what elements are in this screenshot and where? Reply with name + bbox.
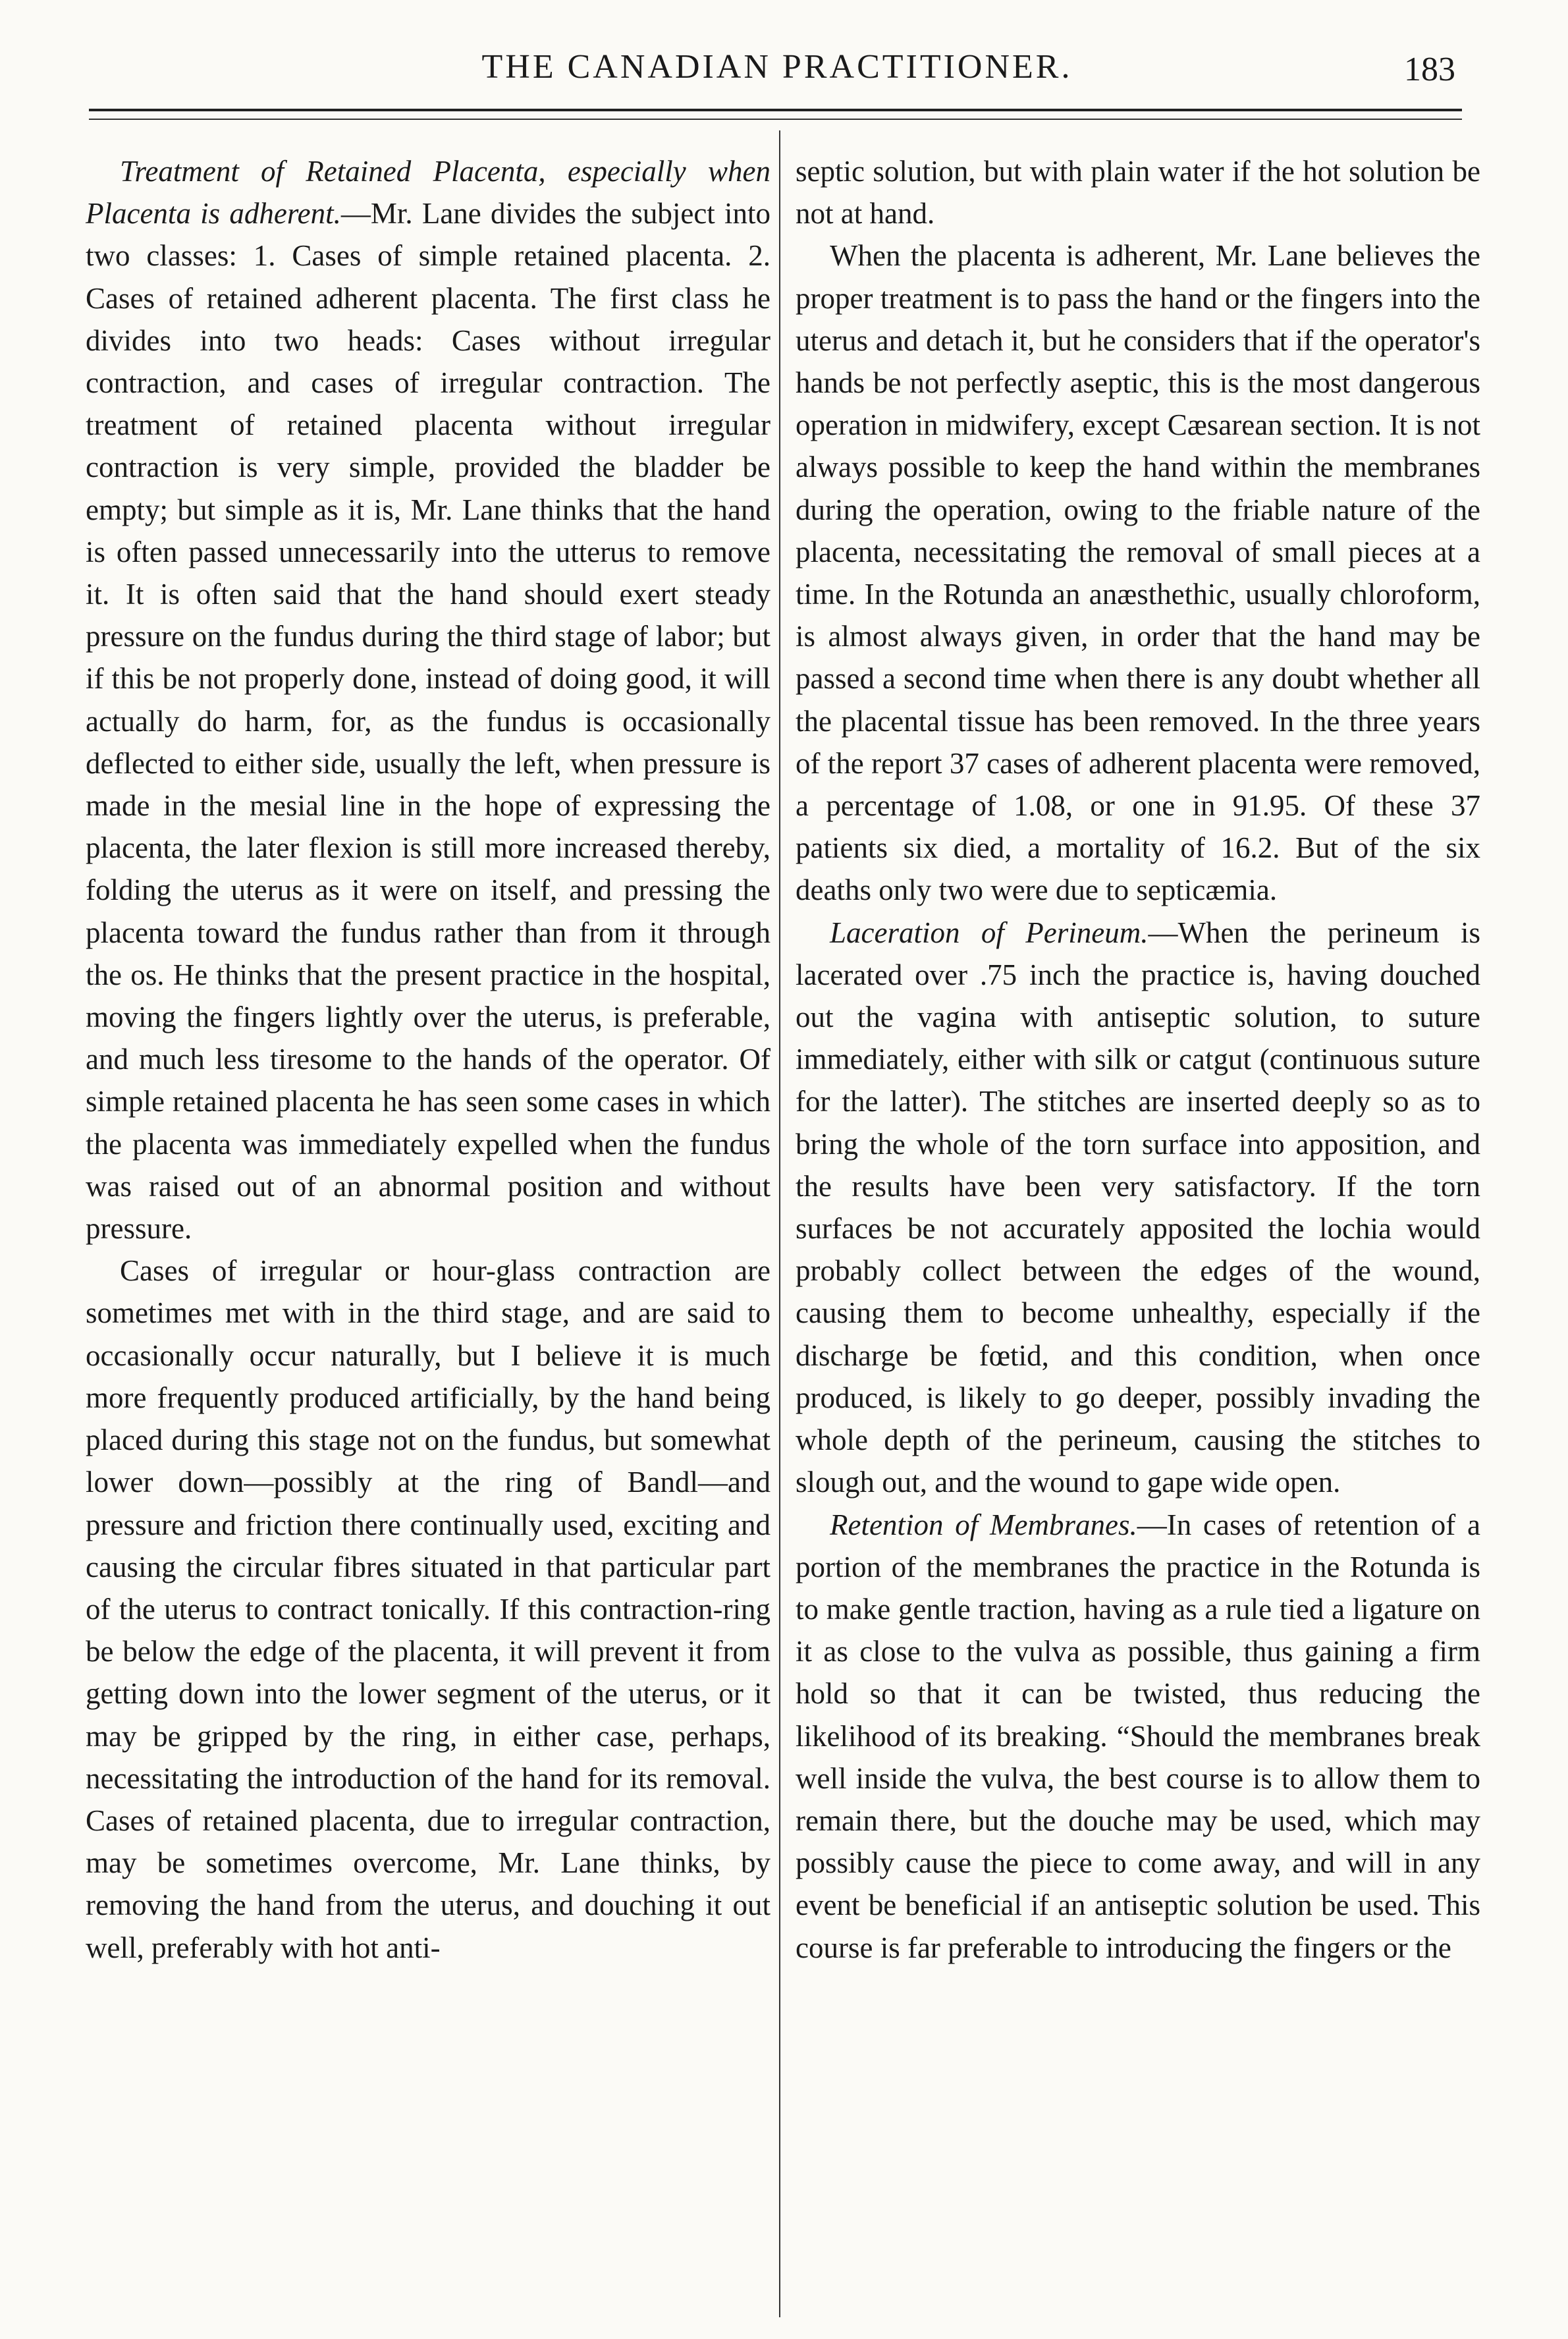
paragraph-irregular-contraction — [86, 1250, 770, 1968]
paragraph-text: When the placenta is adherent, Mr. Lane believes the proper treatment is to pass the hand or the fingers into the uterus and detach it, but he considers that if the operator's hands be not perfectly aseptic, this is the most dangerous operation in midwifery, except Cæsarean section. It is not always possible to keep the hand within the membranes during the operation, owing to the friable nature of the placenta, necessitating the removal of small pieces at a time. In the Rotunda an anæsthethic, usually chloroform, is almost always given, in order that the hand may be passed a second time when there is any doubt whether all the placental tissue has been removed. In the three years of the report 37 cases of adherent placenta were removed, a percentage of 1.08, or one in 91.95. Of these 37 patients six died, a mortality of 16.2. But of the six deaths only two were due to septicæmia. — [796, 239, 1480, 907]
paragraph-text: —Mr. Lane divides the subject into two classes: 1. Cases of simple retained placenta. 2. Cases of retained adherent placenta. The first class he divides into two heads: Cases without irregular contraction, and cases of irregular contraction. The treatment of retained placenta without irregular contraction is very simple, provided the bladder be empty; but simple as it is, Mr. Lane thinks that the hand is often passed unnecessarily into the utterus to remove it. It is often said that the hand should exert steady pressure on the fundus during the third stage of labor; but if this be not properly done, instead of doing good, it will actually do harm, for, as the fundus is occasionally deflected to either side, usually the left, when pressure is made in the mesial line in the hope of expressing the placenta, the later flexion is still more increased thereby, folding the uterus as it were on itself, and pressing the placenta toward the fundus rather than from it through the os. He thinks that the present practice in the hospital, moving the fingers lightly over the uterus, is preferable, and much less tiresome to the hands of the operator. Of simple retained placenta he has seen some cases in which the placenta was immediately expelled when the fundus was raised out of an abnormal position and without pressure. — [86, 197, 770, 1246]
journal-title: THE CANADIAN PRACTITIONER. — [481, 48, 1073, 86]
paragraph-text: —In cases of retention of a portion of the membranes the practice in the Rotunda is to make gentle traction, having as a rule tied a ligature on it as close to the vulva as possible, thus gaining a firm hold so that it can be twisted, thus reducing the likelihood of its breaking. “Should the membranes break well inside the vulva, the best course is to allow them to remain there, but the douche may be used, which may possibly cause the piece to come away, and will in any event be beneficial if an antiseptic solution be used. This course is far preferable to introducing the fingers or the — [796, 1508, 1480, 1964]
header-rule-thick — [89, 109, 1462, 111]
paragraph-retention-membranes — [796, 1504, 1480, 1969]
paragraph-text: septic solution, but with plain water if the hot solution be not at hand. — [796, 155, 1480, 231]
section-heading-retention-membranes: Retention of Membranes. — [830, 1508, 1137, 1541]
section-heading-retained-placenta: Treatment of Retained Placenta, especially when Placenta is adherent. — [86, 155, 770, 231]
page-number: 183 — [1404, 51, 1455, 88]
paragraph-retained-placenta — [86, 150, 770, 1250]
header-rule-thin — [89, 119, 1462, 120]
paragraph-text: Cases of irregular or hour-glass contraction are sometimes met with in the third stage, and are said to occasionally occur naturally, but I believe it is much more frequently produced artificially, by the hand being placed during this stage not on the fundus, but somewhat lower down—possibly at the ring of Bandl—and pressure and friction there continually used, exciting and causing the circular fibres situated in that particular part of the uterus to contract tonically. If this contraction-ring be below the edge of the placenta, it will prevent it from getting down into the lower segment of the uterus, or it may be gripped by the ring, in either case, perhaps, necessitating the introduction of the hand for its removal. Cases of retained placenta, due to irregular contraction, may be sometimes overcome, Mr. Lane thinks, by removing the hand from the uterus, and douching it out well, preferably with hot anti- — [86, 1254, 770, 1964]
page-header — [86, 47, 1469, 100]
left-column — [86, 150, 770, 1969]
column-divider — [779, 130, 780, 2317]
paragraph-adherent-placenta — [796, 234, 1480, 911]
right-column — [796, 150, 1480, 1969]
paragraph-text: —When the perineum is lacerated over .75 inch the practice is, having douched out the vagina with antiseptic solution, to suture immediately, either with silk or catgut (continuous suture for the latter). The stitches are inserted deeply so as to bring the whole of the torn surface into apposition, and the results have been very satisfactory. If the torn surfaces be not accurately apposited the lochia would probably collect between the edges of the wound, causing them to become unhealthy, especially if the discharge be fœtid, and this condition, when once produced, is likely to go deeper, possibly invading the whole depth of the perineum, causing the stitches to slough out, and the wound to gape wide open. — [796, 916, 1480, 1499]
paragraph-laceration-perineum — [796, 912, 1480, 1504]
paragraph-continuation — [796, 150, 1480, 234]
section-heading-laceration-perineum: Laceration of Perineum. — [830, 916, 1149, 949]
